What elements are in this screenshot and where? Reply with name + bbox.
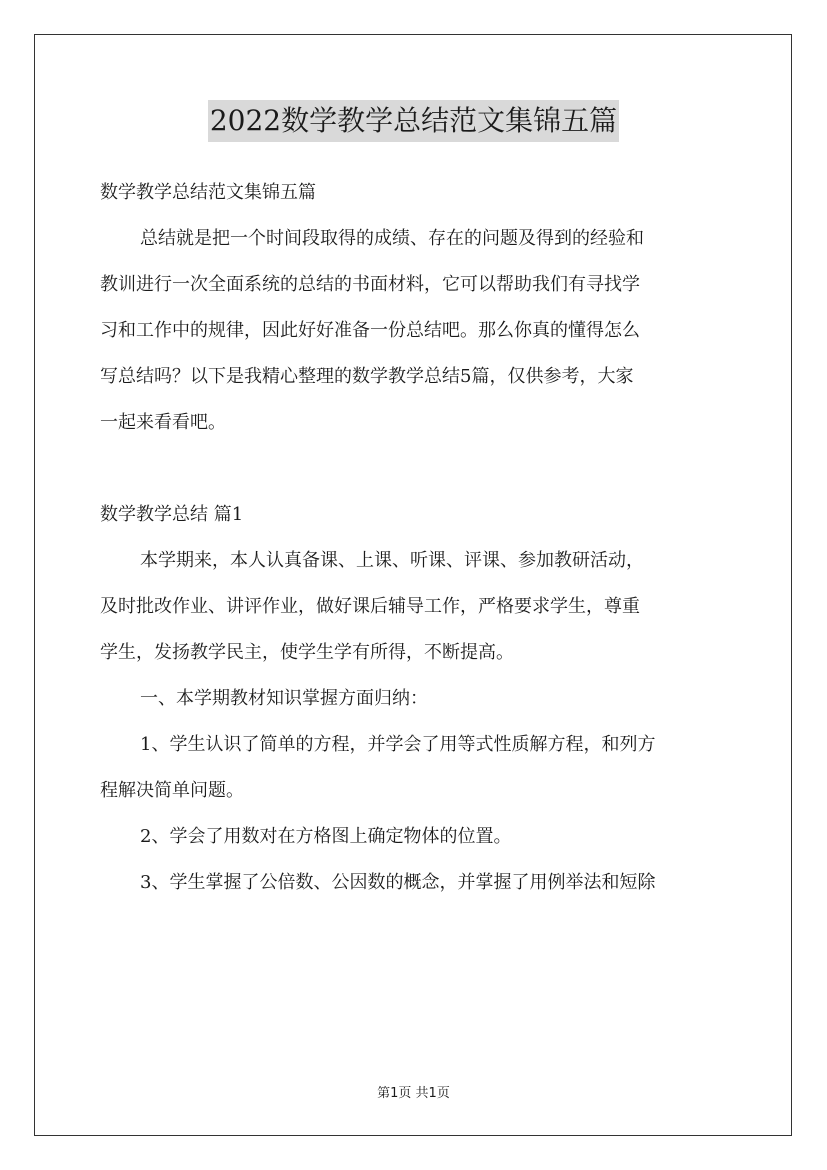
document-title: 2022数学教学总结范文集锦五篇 — [208, 100, 619, 142]
item-line: 2、学会了用数对在方格图上确定物体的位置。 — [140, 826, 512, 847]
spacer — [100, 446, 728, 492]
title-container — [0, 100, 827, 142]
item-line: 3、学生掌握了公倍数、公因数的概念，并掌握了用例举法和短除 — [140, 872, 656, 893]
section-line: 学生，发扬教学民主，使学生学有所得，不断提高。 — [100, 642, 514, 663]
subtitle: 数学教学总结范文集锦五篇 — [100, 182, 316, 203]
page-footer: 第1页 共1页 — [377, 1086, 450, 1101]
document-body — [100, 170, 728, 906]
intro-line: 写总结吗？以下是我精心整理的数学教学总结5篇，仅供参考，大家 — [100, 366, 634, 387]
item-heading: 一、本学期教材知识掌握方面归纳： — [140, 688, 428, 709]
section-line: 本学期来，本人认真备课、上课、听课、评课、参加教研活动， — [140, 550, 644, 571]
section-heading: 数学教学总结 篇1 — [100, 504, 244, 525]
item-line: 程解决简单问题。 — [100, 780, 244, 801]
intro-line: 习和工作中的规律，因此好好准备一份总结吧。那么你真的懂得怎么 — [100, 320, 640, 341]
intro-line: 一起来看看吧。 — [100, 412, 226, 433]
intro-line: 总结就是把一个时间段取得的成绩、存在的问题及得到的经验和 — [140, 228, 644, 249]
item-line: 1、学生认识了简单的方程，并学会了用等式性质解方程，和列方 — [140, 734, 656, 755]
section-line: 及时批改作业、讲评作业，做好课后辅导工作，严格要求学生，尊重 — [100, 596, 640, 617]
intro-line: 教训进行一次全面系统的总结的书面材料，它可以帮助我们有寻找学 — [100, 274, 640, 295]
